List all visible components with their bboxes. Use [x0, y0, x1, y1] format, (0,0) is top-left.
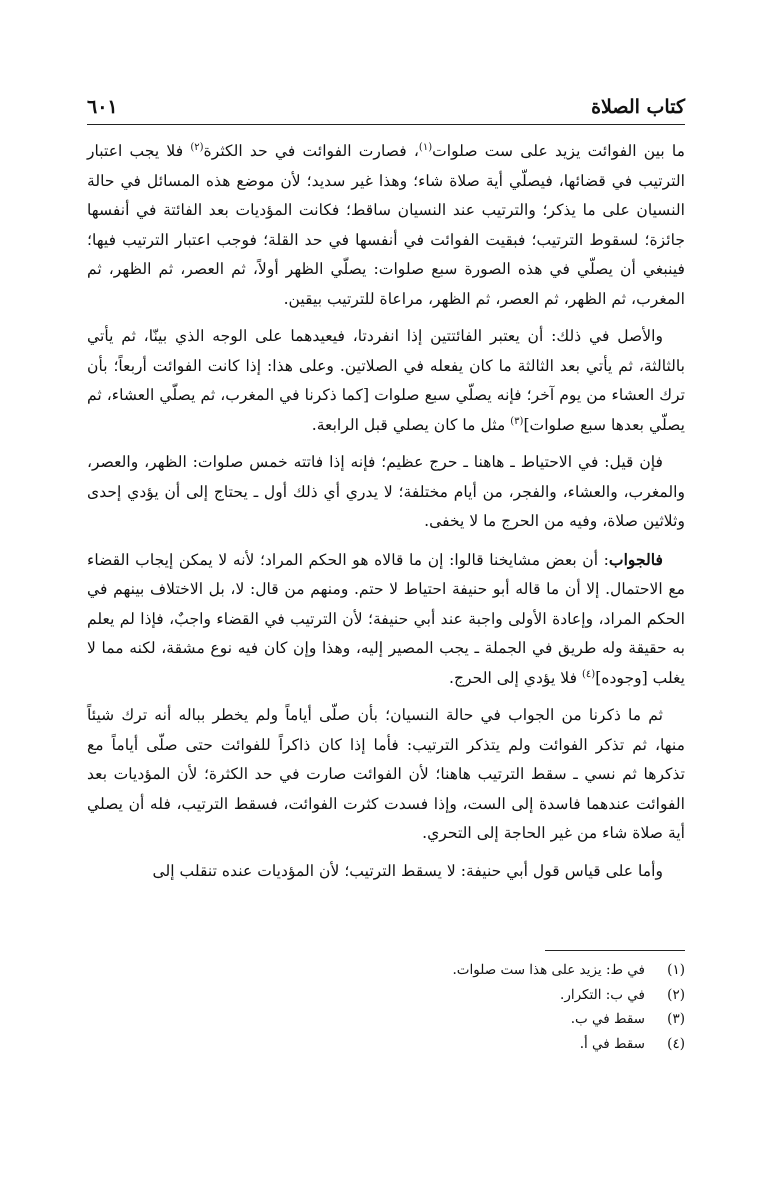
text-run: والأصل في ذلك: أن يعتبر الفائتتين إذا انفردتا، فيعيدهما على الوجه الذي بينّا، ثم يأتي بالثالثة، ثم يأتي بعد الثالثة ما كان يفعله في الصلاتين. وعلى هذا: إذا كانت الفوائت أربعاً؛ بأن ترك العشاء من يوم آخر؛ فإنه يصلّي سبع صلوات [كما ذكرنا في المغرب، ثم يصلّي العشاء، ثم يصلّي بعدها سبع صلوات]: [87, 327, 685, 434]
header-divider: [87, 124, 685, 125]
paragraph: [87, 857, 685, 887]
text-run: فلا يجب اعتبار الترتيب في قضائها، فيصلّي أية صلاة شاء؛ وهذا غير سديد؛ لأن موضع هذه المسائل في حالة النسيان على ما يذكر؛ والترتيب عند النسيان ساقط؛ فكانت المؤديات بعد الفائتة في أنفسها جائزة؛ لسقوط الترتيب؛ فبقيت الفوائت في أنفسها في حد القلة؛ فوجب اعتبار الترتيب فيها؛ فينبغي أن يصلّي في هذه الصورة سبع صلوات: يصلّي الظهر أولاً، ثم العصر، ثم الظهر، ثم المغرب، ثم الظهر، ثم العصر، ثم الظهر، مراعاة للترتيب بيقين.: [87, 142, 685, 308]
footnote-marker: (٤): [582, 668, 596, 680]
chapter-title: كتاب الصلاة: [591, 96, 685, 118]
footnote-divider: [545, 950, 685, 951]
footnote-text: في ط: يزيد على هذا ست صلوات.: [452, 962, 645, 978]
footnote: [87, 1007, 685, 1032]
bold-lead: فالجواب: [608, 549, 663, 569]
main-text: [87, 137, 685, 894]
paragraph: [87, 137, 685, 314]
text-run: : أن بعض مشايخنا قالوا: إن ما قالاه هو الحكم المراد؛ لأنه لا يمكن إيجاب القضاء مع الاحتمال. إلا أن ما قاله أبو حنيفة احتياط لا حتم. ومنهم من قال: لا، بل الاختلاف بينهم في الحكم المراد، وإعادة الأولى واجبة عند أبي حنيفة؛ لأن الترتيب في القضاء واجبٌ، فإذا لم يعلم به حقيقة وله طريق في الجملة ـ يجب المصير إليه، وهذا وإن كان فيه نوع مشقة، لكنه مما لا يغلب [وجوده]: [87, 550, 685, 687]
paragraph: [87, 545, 685, 694]
text-run: مثل ما كان يصلي قبل الرابعة.: [311, 415, 511, 434]
text-run: ثم ما ذكرنا من الجواب في حالة النسيان؛ بأن صلّى أياماً ولم يخطر بباله أنه ترك شيئاً منها، ثم تذكر الفوائت ولم يتذكر الترتيب: فأما إذا كان ذاكراً للفوائت حتى صلّى أياماً مع تذكرها ثم نسي ـ سقط الترتيب هاهنا؛ لأن الفوائت صارت في حد الكثرة؛ لأن المؤديات بعد الفوائت عندهما فاسدة إلى الست، وإذا فسدت كثرت الفوائت، فسقط الترتيب، فله أن يصلي أية صلاة شاء من غير الحاجة إلى التحري.: [87, 706, 685, 842]
paragraph: [87, 448, 685, 537]
footnote: [87, 958, 685, 983]
footnote-number: (٤): [667, 1035, 685, 1052]
footnote-number: (٣): [667, 1011, 685, 1027]
footnote: [87, 1032, 685, 1057]
footnote-marker: (٣): [510, 415, 524, 427]
paragraph: [87, 701, 685, 849]
page-number: ٦٠١: [87, 96, 118, 118]
paragraph: [87, 322, 685, 440]
footnotes: [87, 958, 685, 1056]
footnote-text: سقط في ب.: [570, 1011, 645, 1027]
footnote-text: في ب: التكرار.: [560, 986, 645, 1003]
footnote-text: سقط في أ.: [579, 1035, 645, 1052]
text-run: ما بين الفوائت يزيد على ست صلوات: [432, 142, 686, 160]
footnote-number: (٢): [667, 986, 685, 1003]
running-header: [87, 92, 685, 122]
footnote-marker: (١): [418, 141, 433, 153]
footnote: [87, 983, 685, 1008]
footnote-number: (١): [667, 962, 685, 978]
text-run: وأما على قياس قول أبي حنيفة: لا يسقط الترتيب؛ لأن المؤديات عنده تنقلب إلى: [152, 861, 663, 880]
text-run: ، فصارت الفوائت في حد الكثرة: [203, 142, 419, 160]
text-run: فإن قيل: في الاحتياط ـ هاهنا ـ حرج عظيم؛ فإنه إذا فاتته خمس صلوات: الظهر، والعصر، والمغرب، والعشاء، والفجر، من أيام مختلفة؛ لا يدري أي ذلك أول ـ يحتاج إلى أن يؤدي إحدى وثلاثين صلاة، وفيه من الحرج ما لا يخفى.: [87, 453, 685, 530]
text-run: فلا يؤدي إلى الحرج.: [449, 668, 582, 687]
footnote-marker: (٢): [190, 141, 204, 153]
